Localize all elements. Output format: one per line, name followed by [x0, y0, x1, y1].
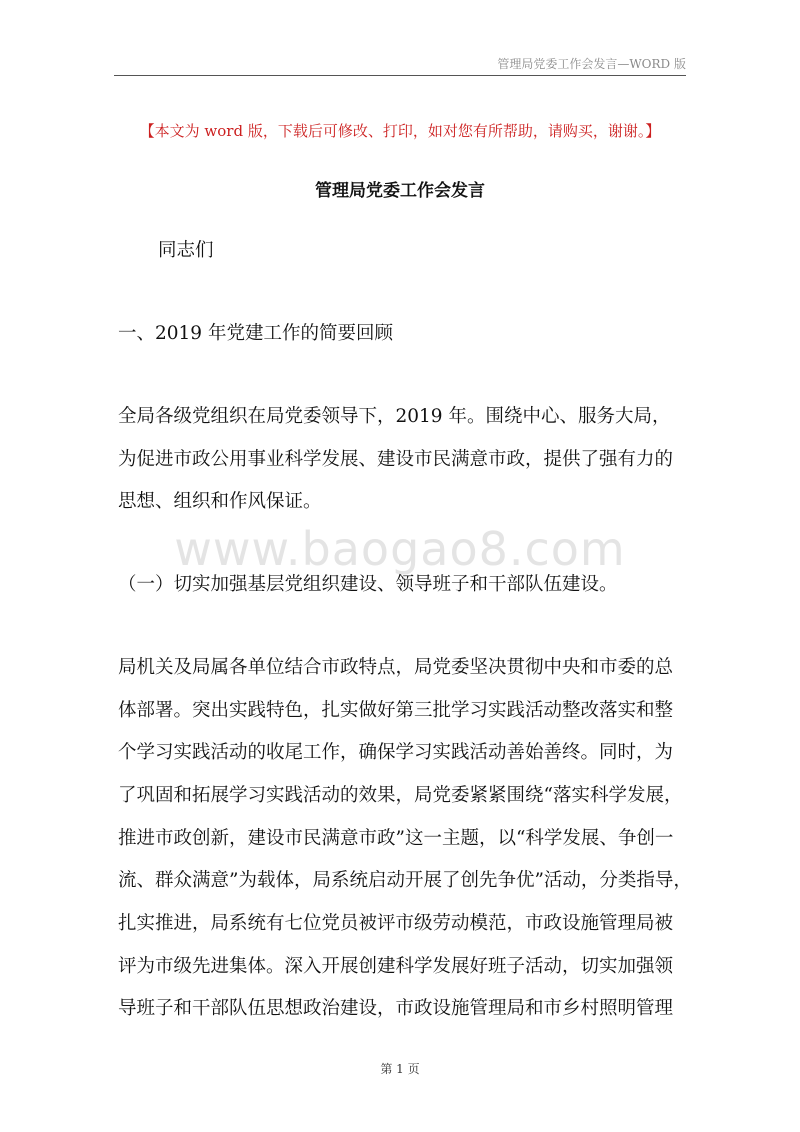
salutation: 同志们 [158, 240, 214, 261]
paragraph-line: 了巩固和拓展学习实践活动的效果，局党委紧紧围绕“落实科学发展， [118, 785, 683, 806]
paragraph-line: 流、群众满意”为载体，局系统启动开展了创先争优”活动，分类指导， [118, 870, 692, 891]
paragraph-line: 评为市级先进集体。深入开展创建科学发展好班子活动，切实加强领 [118, 956, 674, 977]
paragraph-line: 局机关及局属各单位结合市政特点，局党委坚决贯彻中央和市委的总 [118, 657, 674, 678]
header-divider [114, 75, 686, 76]
section-heading: 一、2019 年党建工作的简要回顾 [118, 323, 393, 344]
document-title: 管理局党委工作会发言 [315, 181, 485, 201]
paragraph-line: 导班子和干部队伍思想政治建设，市政设施管理局和市乡村照明管理 [118, 998, 674, 1019]
page-number: 第 1 页 [380, 1062, 420, 1076]
paragraph-line: 为促进市政公用事业科学发展、建设市民满意市政，提供了强有力的 [118, 449, 674, 470]
watermark: www.baogao8.com [174, 522, 626, 576]
paragraph-line: 扎实推进，局系统有七位党员被评市级劳动模范，市政设施管理局被 [118, 913, 674, 934]
purchase-notice: 【本文为 word 版，下载后可修改、打印，如对您有所帮助，请购买，谢谢。】 [139, 122, 661, 140]
paragraph-line: 体部署。突出实践特色，扎实做好第三批学习实践活动整改落实和整 [118, 700, 674, 721]
paragraph-line: 思想、组织和作风保证。 [118, 491, 322, 512]
subsection-heading: （一）切实加强基层党组织建设、领导班子和干部队伍建设。 [118, 574, 618, 595]
running-header: 管理局党委工作会发言—WORD 版 [497, 57, 686, 71]
paragraph-line: 个学习实践活动的收尾工作，确保学习实践活动善始善终。同时，为 [118, 742, 674, 763]
paragraph-line: 全局各级党组织在局党委领导下，2019 年。围绕中心、服务大局， [118, 406, 671, 427]
paragraph-line: 推进市政创新，建设市民满意市政”这一主题，以“科学发展、争创一 [118, 828, 674, 849]
